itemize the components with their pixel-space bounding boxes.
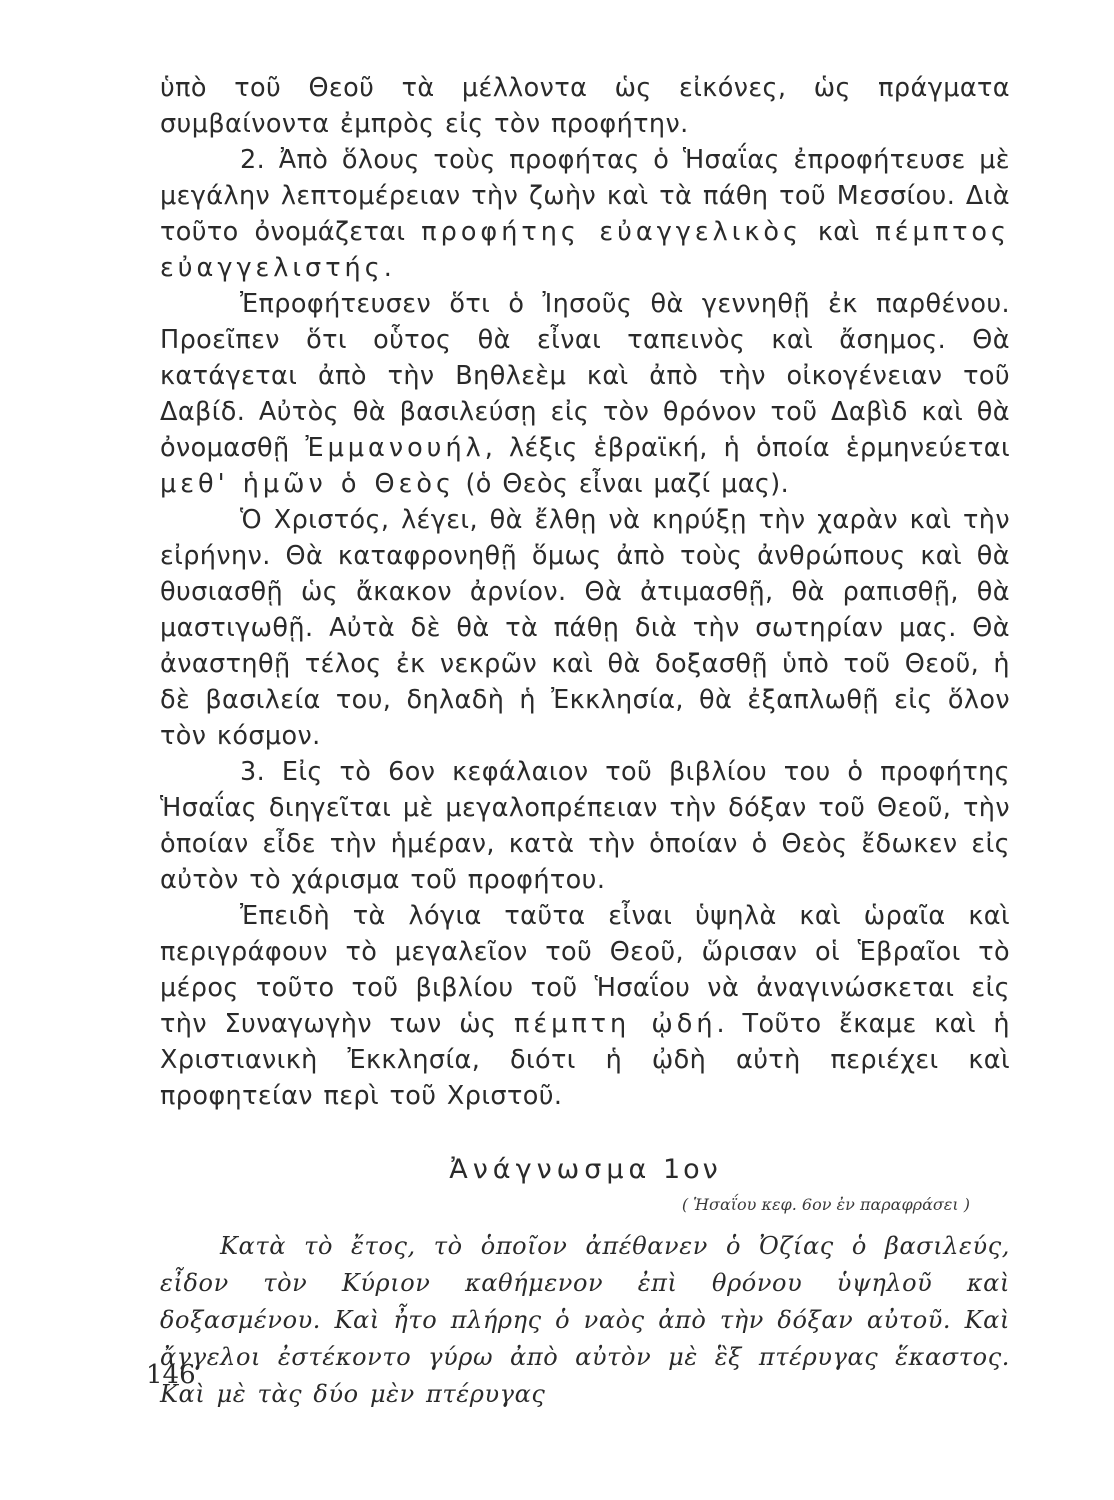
paragraph-2 [160, 142, 1010, 286]
page-content [160, 70, 1010, 1413]
paragraph-1-text: ὑπὸ τοῦ Θεοῦ τὰ μέλλοντα ὡς εἰκόνες, ὡς πράγματα συμβαίνοντα ἐμπρὸς εἰς τὸν προφήτην. [160, 73, 1010, 139]
paragraph-4-text: Ὁ Χριστός, λέγει, θὰ ἔλθῃ νὰ κηρύξῃ τὴν χαρὰν καὶ τὴν εἰρήνην. Θὰ καταφρονηθῇ ὅμως ἀπὸ τοὺς ἀνθρώπους καὶ θὰ θυσιασθῇ ὡς ἄκακον ἀρνίον. Θὰ ἀτιμασθῇ, θὰ ραπισθῇ, θὰ μαστιγωθῇ. Αὐτὰ δὲ θὰ τὰ πάθῃ διὰ τὴν σωτηρίαν μας. Θὰ ἀναστηθῇ τέλος ἐκ νεκρῶν καὶ θὰ δοξασθῇ ὑπὸ τοῦ Θεοῦ, ἡ δὲ βασιλεία του, δηλαδὴ ἡ Ἐκκλησία, θὰ ἐξαπλωθῇ εἰς ὅλον τὸν κόσμον. [160, 505, 1010, 751]
section-heading [160, 1154, 1010, 1185]
paragraph-6-text-c: . Τοῦτο ἔκαμε καὶ ἡ Χριστιανικὴ Ἐκκλησία, διότι ἡ ᾠδὴ αὐτὴ περιέχει καὶ προφητείαν περὶ τοῦ Χριστοῦ. [160, 1009, 1010, 1111]
paragraph-6 [160, 898, 1010, 1114]
section-source: ( Ἡσαΐου κεφ. 6ον ἐν παραφράσει ) [681, 1195, 970, 1214]
paragraph-5-text: 3. Εἰς τὸ 6ον κεφάλαιον τοῦ βιβλίου του ὁ προφήτης Ἡσαΐας διηγεῖται μὲ μεγαλοπρέπειαν τὴν δόξαν τοῦ Θεοῦ, τὴν ὁποίαν εἶδε τὴν ἡμέραν, κατὰ τὴν ὁποίαν ὁ Θεὸς ἔδωκεν εἰς αὐτὸν τὸ χάρισμα τοῦ προφήτου. [160, 757, 1010, 895]
paragraph-6-text-a: Ἐπειδὴ τὰ λόγια ταῦτα εἶναι ὑψηλὰ καὶ ὡραῖα καὶ περιγράφουν τὸ μεγαλεῖον τοῦ Θεοῦ, ὥρισαν οἱ Ἑβραῖοι τὸ μέρος τοῦτο τοῦ βιβλίου τοῦ Ἡσαΐου νὰ ἀναγινώσκεται εἰς τὴν Συναγωγὴν των ὡς [160, 901, 1010, 1039]
paragraph-4 [160, 502, 1010, 754]
paragraph-3-text-e: (ὁ Θεὸς εἶναι μαζί μας). [454, 469, 790, 499]
page-number: 146 [146, 1360, 196, 1390]
section-heading-word: Ἀνάγνωσμα [449, 1154, 652, 1185]
term-fifth-evangelist: πέμπτος εὐαγγελιστής [160, 217, 1010, 283]
reading-text: Κατὰ τὸ ἔτος, τὸ ὁποῖον ἀπέθανεν ὁ Ὀζίας ὁ βασιλεύς, εἶδον τὸν Κύριον καθήμενον ἐπὶ θρόνου ὑψηλοῦ καὶ δοξασμένου. Καὶ ἦτο πλήρης ὁ ναὸς ἀπὸ τὴν δόξαν αὐτοῦ. Καὶ ἄγγελοι ἐστέκοντο γύρω ἀπὸ αὐτὸν μὲ ἓξ πτέρυγας ἕκαστος. Καὶ μὲ τὰς δύο μὲν πτέρυγας [160, 1232, 1010, 1408]
paragraph-1 [160, 70, 1010, 142]
paragraph-3 [160, 286, 1010, 502]
term-fifth-ode: πέμπτη ᾠδή [513, 1009, 717, 1039]
paragraph-3-text-c: , λέξις ἑβραϊκή, ἡ ὁποία ἑρμηνεύεται [484, 433, 1010, 463]
paragraph-3-text-a: Ἐπροφήτευσεν ὅτι ὁ Ἰησοῦς θὰ γεννηθῇ ἐκ παρθένου. Προεῖπεν ὅτι οὗτος θὰ εἶναι ταπεινὸς καὶ ἄσημος. Θὰ κατάγεται ἀπὸ τὴν Βηθλεὲμ καὶ ἀπὸ τὴν οἰκογένειαν τοῦ Δαβίδ. Αὐτὸς θὰ βασιλεύσῃ εἰς τὸν θρόνον τοῦ Δαβὶδ καὶ θὰ ὀνομασθῇ [160, 289, 1010, 463]
term-god-with-us: μεθ' ἡμῶν ὁ Θεὸς [160, 469, 455, 499]
paragraph-2-text-a: 2. Ἀπὸ ὅλους τοὺς προφήτας ὁ Ἡσαΐας ἐπροφήτευσε μὲ μεγάλην λεπτομέρειαν τὴν ζωὴν καὶ τὰ πάθη τοῦ Μεσσίου. Διὰ τοῦτο ὀνομάζεται [160, 145, 1010, 247]
term-emmanuel: Ἐμμανουήλ [305, 433, 485, 463]
paragraph-5 [160, 754, 1010, 898]
section-heading-number: 1ον [651, 1154, 721, 1185]
term-prophet-evangelical: προφήτης εὐαγγελικὸς [421, 217, 802, 247]
paragraph-2-text-e: . [383, 253, 393, 283]
paragraph-2-text-c: καὶ [801, 217, 876, 247]
